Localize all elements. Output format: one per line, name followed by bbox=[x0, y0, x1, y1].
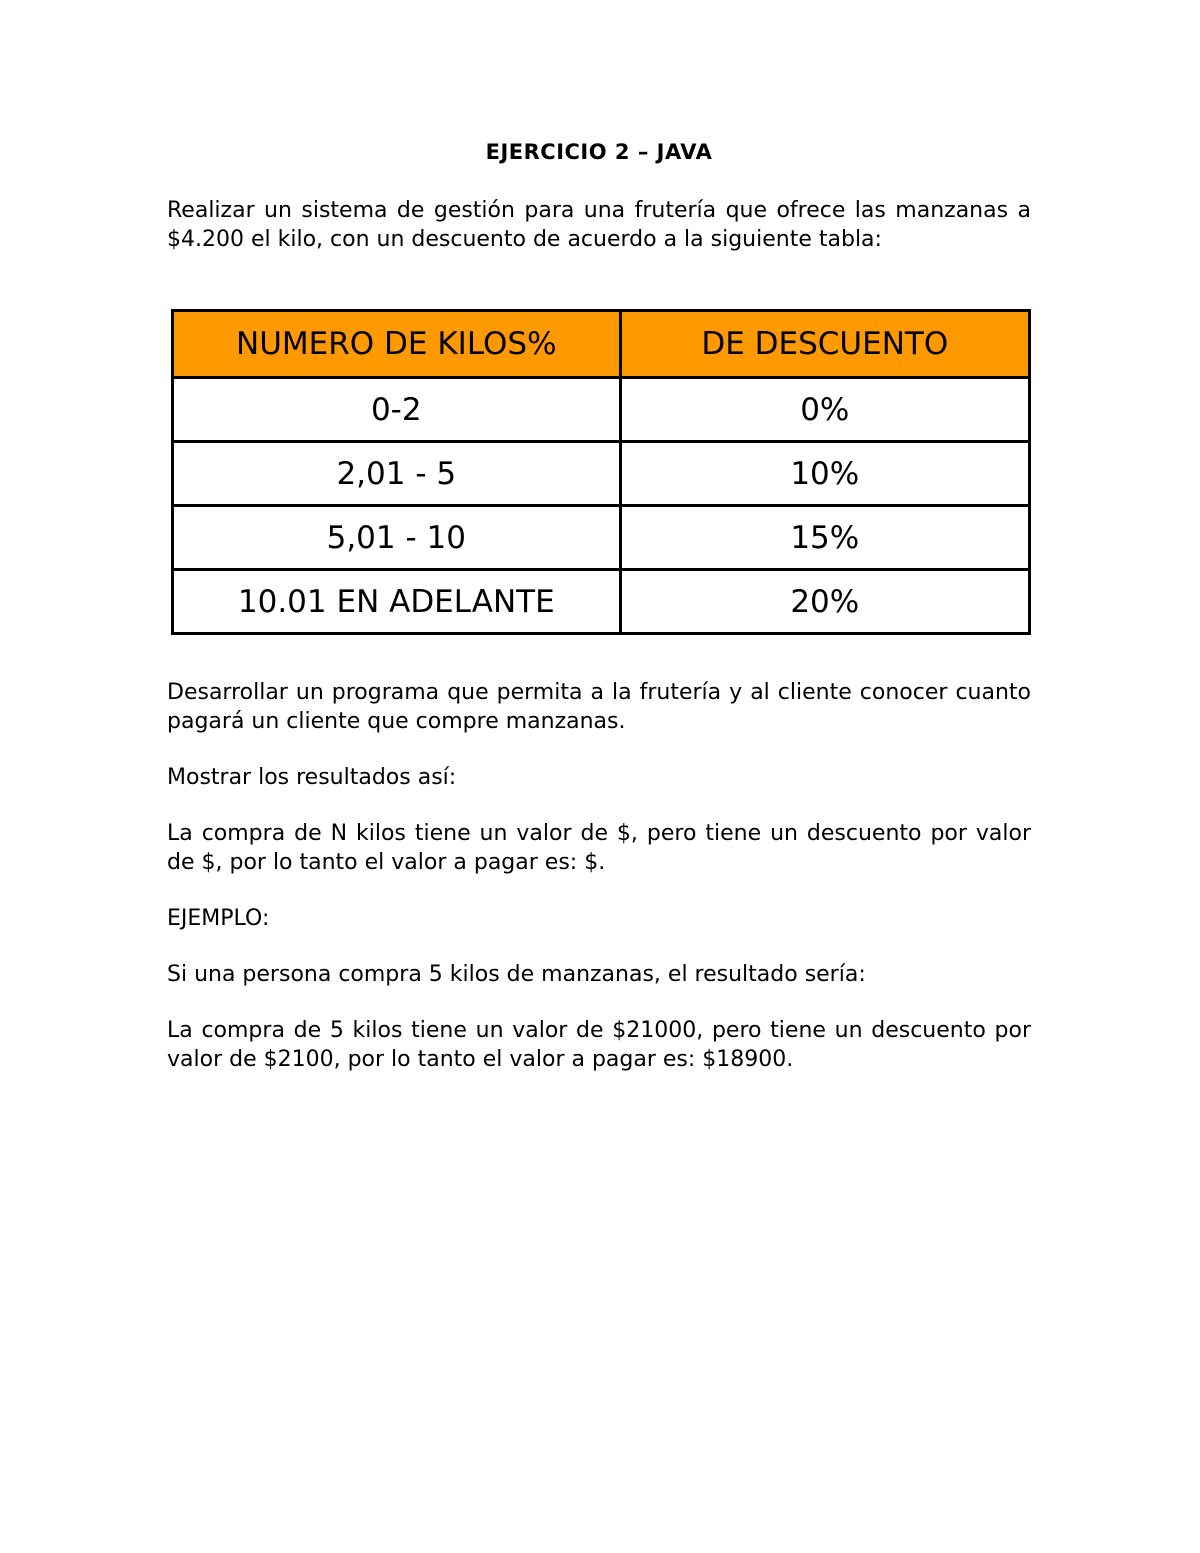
cell-descuento: 15% bbox=[620, 506, 1029, 570]
table-row bbox=[173, 506, 1030, 570]
example-label: EJEMPLO: bbox=[167, 906, 270, 931]
header-descuento: DE DESCUENTO bbox=[620, 311, 1029, 378]
cell-descuento: 10% bbox=[620, 442, 1029, 506]
cell-descuento: 0% bbox=[620, 378, 1029, 442]
cell-kilos: 0-2 bbox=[173, 378, 621, 442]
format-paragraph: La compra de N kilos tiene un valor de $, pero tiene un descuento por valor de $, por lo tanto el valor a pagar es: $. bbox=[167, 821, 1031, 875]
cell-descuento: 20% bbox=[620, 570, 1029, 634]
table-row bbox=[173, 570, 1030, 634]
intro-paragraph: Realizar un sistema de gestión para una frutería que ofrece las manzanas a $4.200 el kilo, con un descuento de acuerdo a la siguiente tabla: bbox=[167, 198, 1031, 252]
table-row bbox=[173, 442, 1030, 506]
show-results-paragraph: Mostrar los resultados así: bbox=[167, 765, 457, 790]
cell-kilos: 5,01 - 10 bbox=[173, 506, 621, 570]
document-title: EJERCICIO 2 – JAVA bbox=[485, 140, 713, 164]
table-header-row bbox=[173, 311, 1030, 378]
discount-table-container bbox=[171, 309, 1031, 635]
description-paragraph: Desarrollar un programa que permita a la frutería y al cliente conocer cuanto pagará un cliente que compre manzanas. bbox=[167, 680, 1031, 734]
header-kilos: NUMERO DE KILOS% bbox=[173, 311, 621, 378]
example-intro-paragraph: Si una persona compra 5 kilos de manzanas, el resultado sería: bbox=[167, 962, 866, 987]
table-row bbox=[173, 378, 1030, 442]
cell-kilos: 2,01 - 5 bbox=[173, 442, 621, 506]
example-result-paragraph: La compra de 5 kilos tiene un valor de $21000, pero tiene un descuento por valor de $2100, por lo tanto el valor a pagar es: $18900. bbox=[167, 1018, 1031, 1072]
cell-kilos: 10.01 EN ADELANTE bbox=[173, 570, 621, 634]
discount-table bbox=[171, 309, 1031, 635]
